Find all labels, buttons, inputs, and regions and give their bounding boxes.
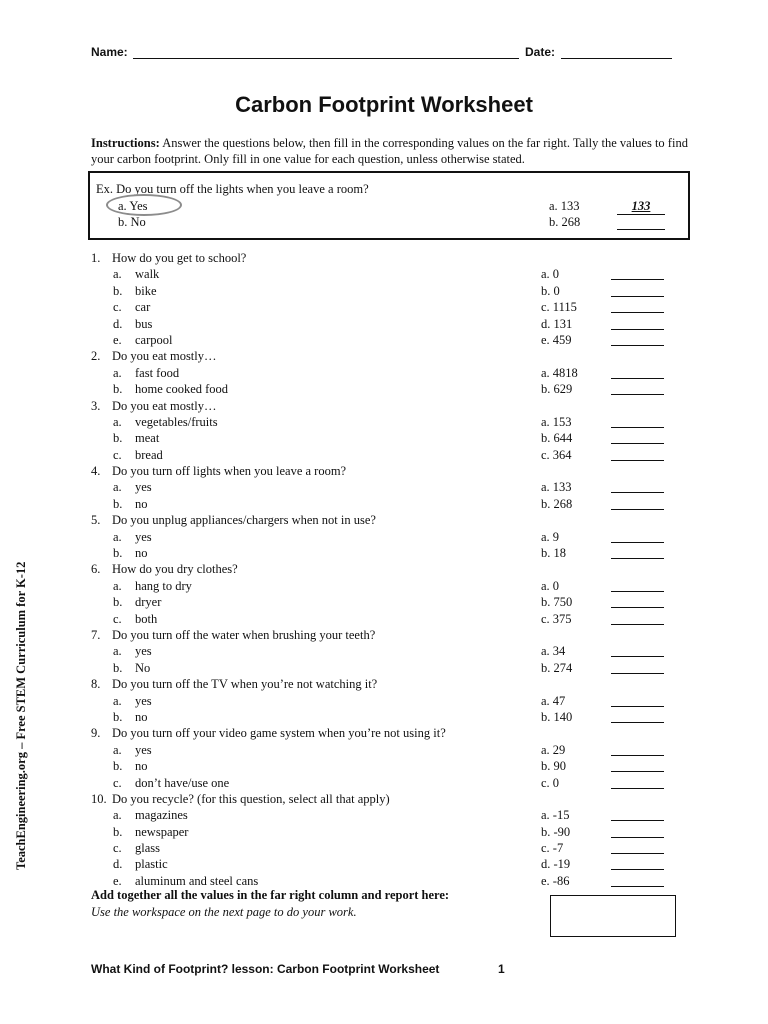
- answer-blank[interactable]: [611, 542, 664, 543]
- option-text: no: [135, 709, 148, 724]
- option-value: d. -19: [541, 857, 571, 872]
- option-row: [0, 807, 768, 823]
- question-row: [0, 348, 768, 364]
- instructions: [91, 135, 691, 167]
- answer-blank[interactable]: [611, 279, 664, 280]
- answer-blank[interactable]: [611, 673, 664, 674]
- answer-blank[interactable]: [611, 788, 664, 789]
- option-value: b. 18: [541, 546, 566, 561]
- example-option-b: b. No: [118, 215, 146, 229]
- option-text: hang to dry: [135, 578, 192, 593]
- option-text: vegetables/fruits: [135, 414, 218, 429]
- option-letter: c.: [113, 775, 122, 790]
- option-letter: b.: [113, 709, 123, 724]
- option-letter: c.: [113, 300, 122, 315]
- option-value: d. 131: [541, 316, 573, 331]
- option-text: both: [135, 611, 158, 626]
- option-text: car: [135, 300, 151, 315]
- option-letter: c.: [113, 841, 122, 856]
- question-number: 10.: [91, 791, 107, 806]
- option-value: a. 0: [541, 267, 560, 282]
- option-text: yes: [135, 529, 152, 544]
- answer-blank[interactable]: [611, 591, 664, 592]
- option-letter: a.: [113, 644, 122, 659]
- answer-blank[interactable]: [611, 443, 664, 444]
- option-value: e. -86: [541, 873, 570, 888]
- question-row: [0, 561, 768, 577]
- question-number: 5.: [91, 513, 101, 528]
- option-row: [0, 693, 768, 709]
- option-letter: b.: [113, 431, 123, 446]
- question-number: 7.: [91, 627, 101, 642]
- question-row: [0, 250, 768, 266]
- option-row: [0, 332, 768, 348]
- question-number: 3.: [91, 398, 101, 413]
- option-row: [0, 299, 768, 315]
- instructions-label: Instructions:: [91, 136, 160, 150]
- name-label: Name:: [91, 45, 128, 59]
- option-value: a. -15: [541, 808, 570, 823]
- answer-blank[interactable]: [611, 624, 664, 625]
- answer-blank[interactable]: [611, 394, 664, 395]
- option-value: c. 0: [541, 775, 560, 790]
- option-text: no: [135, 759, 148, 774]
- option-text: home cooked food: [135, 382, 229, 397]
- answer-blank[interactable]: [611, 329, 664, 330]
- question-text: Do you eat mostly…: [112, 398, 217, 413]
- answer-blank[interactable]: [611, 312, 664, 313]
- answer-blank[interactable]: [611, 558, 664, 559]
- option-value: c. -7: [541, 841, 564, 856]
- option-text: magazines: [135, 808, 188, 823]
- option-row: [0, 479, 768, 495]
- option-text: fast food: [135, 365, 180, 380]
- option-row: [0, 414, 768, 430]
- question-number: 4.: [91, 464, 101, 479]
- option-row: [0, 840, 768, 856]
- question-row: [0, 676, 768, 692]
- option-row: [0, 611, 768, 627]
- name-date-header: [91, 45, 681, 63]
- total-prompt: Add together all the values in the far right column and report here:: [91, 888, 450, 902]
- answer-blank[interactable]: [611, 492, 664, 493]
- option-letter: a.: [113, 742, 122, 757]
- option-letter: d.: [113, 316, 123, 331]
- option-value: c. 364: [541, 447, 572, 462]
- answer-blank[interactable]: [611, 722, 664, 723]
- option-text: dryer: [135, 595, 162, 610]
- question-number: 8.: [91, 677, 101, 692]
- option-value: a. 4818: [541, 365, 578, 380]
- date-label: Date:: [525, 45, 556, 59]
- option-letter: e.: [113, 332, 122, 347]
- option-letter: a.: [113, 808, 122, 823]
- option-row: [0, 316, 768, 332]
- option-text: walk: [135, 267, 160, 282]
- option-text: No: [135, 660, 151, 675]
- option-value: a. 0: [541, 578, 560, 593]
- option-value: c. 375: [541, 611, 572, 626]
- answer-blank[interactable]: [611, 771, 664, 772]
- option-row: [0, 856, 768, 872]
- option-row: [0, 660, 768, 676]
- example-option-a: a. Yes: [118, 199, 148, 213]
- question-number: 1.: [91, 251, 101, 265]
- option-value: c. 1115: [541, 300, 577, 315]
- option-row: [0, 594, 768, 610]
- option-letter: b.: [113, 283, 123, 298]
- option-text: don’t have/use one: [135, 775, 230, 790]
- question-row: [0, 398, 768, 414]
- option-letter: c.: [113, 447, 122, 462]
- footer-text: What Kind of Footprint? lesson: Carbon Footprint Worksheet: [91, 962, 440, 976]
- question-text: Do you turn off your video game system when you’re not using it?: [112, 726, 446, 741]
- answer-blank[interactable]: [611, 853, 664, 854]
- option-row: [0, 643, 768, 659]
- question-number: 9.: [91, 726, 101, 741]
- question-text: How do you get to school?: [112, 251, 247, 265]
- example-question: Ex. Do you turn off the lights when you leave a room?: [96, 182, 369, 196]
- option-value: a. 133: [541, 480, 572, 495]
- option-row: [0, 742, 768, 758]
- answer-blank[interactable]: [611, 656, 664, 657]
- option-letter: a.: [113, 480, 122, 495]
- question-text: Do you eat mostly…: [112, 349, 217, 364]
- option-value: a. 34: [541, 644, 566, 659]
- answer-blank[interactable]: [611, 869, 664, 870]
- option-text: yes: [135, 742, 152, 757]
- option-letter: b.: [113, 595, 123, 610]
- option-letter: b.: [113, 496, 123, 511]
- footer: [91, 962, 591, 976]
- option-row: [0, 758, 768, 774]
- option-text: yes: [135, 644, 152, 659]
- name-field[interactable]: [133, 58, 519, 59]
- question-text: Do you turn off lights when you leave a room?: [112, 464, 347, 479]
- option-row: [0, 529, 768, 545]
- question-text: Do you turn off the TV when you’re not watching it?: [112, 677, 378, 692]
- answer-blank[interactable]: [611, 296, 664, 297]
- answer-blank[interactable]: [611, 607, 664, 608]
- example-answer-a: 133: [617, 198, 665, 215]
- option-row: [0, 709, 768, 725]
- question-row: [0, 725, 768, 741]
- example-answer-b: [617, 214, 665, 230]
- option-row: [0, 873, 768, 889]
- option-letter: b.: [113, 382, 123, 397]
- option-value: b. 629: [541, 382, 573, 397]
- option-row: [0, 365, 768, 381]
- answer-blank[interactable]: [611, 755, 664, 756]
- question-text: How do you dry clothes?: [112, 562, 238, 577]
- option-letter: a.: [113, 578, 122, 593]
- option-text: bus: [135, 316, 153, 331]
- option-letter: b.: [113, 759, 123, 774]
- answer-blank[interactable]: [611, 427, 664, 428]
- answer-blank[interactable]: [611, 886, 664, 887]
- total-answer-box[interactable]: [550, 895, 676, 937]
- option-row: [0, 775, 768, 791]
- option-value: a. 47: [541, 693, 566, 708]
- option-letter: e.: [113, 873, 122, 888]
- option-letter: a.: [113, 267, 122, 282]
- answer-blank[interactable]: [611, 509, 664, 510]
- answer-blank[interactable]: [611, 378, 664, 379]
- option-row: [0, 381, 768, 397]
- question-row: [0, 512, 768, 528]
- option-letter: a.: [113, 414, 122, 429]
- option-letter: c.: [113, 611, 122, 626]
- option-text: meat: [135, 431, 160, 446]
- question-text: Do you turn off the water when brushing your teeth?: [112, 627, 376, 642]
- option-letter: b.: [113, 546, 123, 561]
- option-text: aluminum and steel cans: [135, 873, 259, 888]
- option-text: glass: [135, 841, 160, 856]
- option-text: carpool: [135, 332, 173, 347]
- option-text: plastic: [135, 857, 168, 872]
- answer-blank[interactable]: [611, 837, 664, 838]
- option-letter: d.: [113, 857, 123, 872]
- workspace-note: Use the workspace on the next page to do your work.: [91, 905, 357, 919]
- option-value: b. 90: [541, 759, 566, 774]
- option-letter: b.: [113, 660, 123, 675]
- question-text: Do you recycle? (for this question, select all that apply): [112, 791, 390, 806]
- option-letter: a.: [113, 693, 122, 708]
- option-value: b. 268: [541, 496, 573, 511]
- option-letter: b.: [113, 824, 123, 839]
- answer-blank[interactable]: [611, 345, 664, 346]
- option-value: e. 459: [541, 332, 572, 347]
- page-number: 1: [498, 962, 505, 976]
- option-text: yes: [135, 693, 152, 708]
- question-list: [0, 250, 768, 889]
- option-text: yes: [135, 480, 152, 495]
- option-row: [0, 496, 768, 512]
- instructions-text: Answer the questions below, then fill in the corresponding values on the far right. Tally the values to find your carbon footprint. Only fill in one value for each question, unless otherwise stated.: [91, 136, 688, 166]
- option-value: a. 29: [541, 742, 566, 757]
- question-number: 2.: [91, 349, 101, 364]
- option-value: b. 644: [541, 431, 573, 446]
- option-value: b. 0: [541, 283, 560, 298]
- option-text: no: [135, 496, 148, 511]
- option-value: b. 274: [541, 660, 573, 675]
- example-value-b: b. 268: [549, 215, 581, 229]
- question-row: [0, 463, 768, 479]
- option-value: a. 153: [541, 414, 572, 429]
- option-text: newspaper: [135, 824, 189, 839]
- option-row: [0, 447, 768, 463]
- option-text: bread: [135, 447, 163, 462]
- option-value: b. -90: [541, 824, 571, 839]
- example-value-a: a. 133: [549, 199, 580, 213]
- option-row: [0, 283, 768, 299]
- option-row: [0, 578, 768, 594]
- option-value: a. 9: [541, 529, 560, 544]
- option-value: b. 140: [541, 709, 573, 724]
- option-row: [0, 430, 768, 446]
- question-text: Do you unplug appliances/chargers when not in use?: [112, 513, 376, 528]
- option-text: bike: [135, 283, 157, 298]
- date-field[interactable]: [561, 58, 672, 59]
- option-row: [0, 545, 768, 561]
- option-text: no: [135, 546, 148, 561]
- question-number: 6.: [91, 562, 101, 577]
- answer-blank[interactable]: [611, 460, 664, 461]
- option-row: [0, 824, 768, 840]
- side-credit: TeachEngineering.org – Free STEM Curriculum for K-12: [14, 561, 28, 870]
- option-row: [0, 266, 768, 282]
- question-row: [0, 791, 768, 807]
- question-row: [0, 627, 768, 643]
- answer-blank[interactable]: [611, 706, 664, 707]
- page-title: Carbon Footprint Worksheet: [235, 92, 533, 117]
- option-letter: a.: [113, 365, 122, 380]
- option-value: b. 750: [541, 595, 573, 610]
- option-letter: a.: [113, 529, 122, 544]
- answer-blank[interactable]: [611, 820, 664, 821]
